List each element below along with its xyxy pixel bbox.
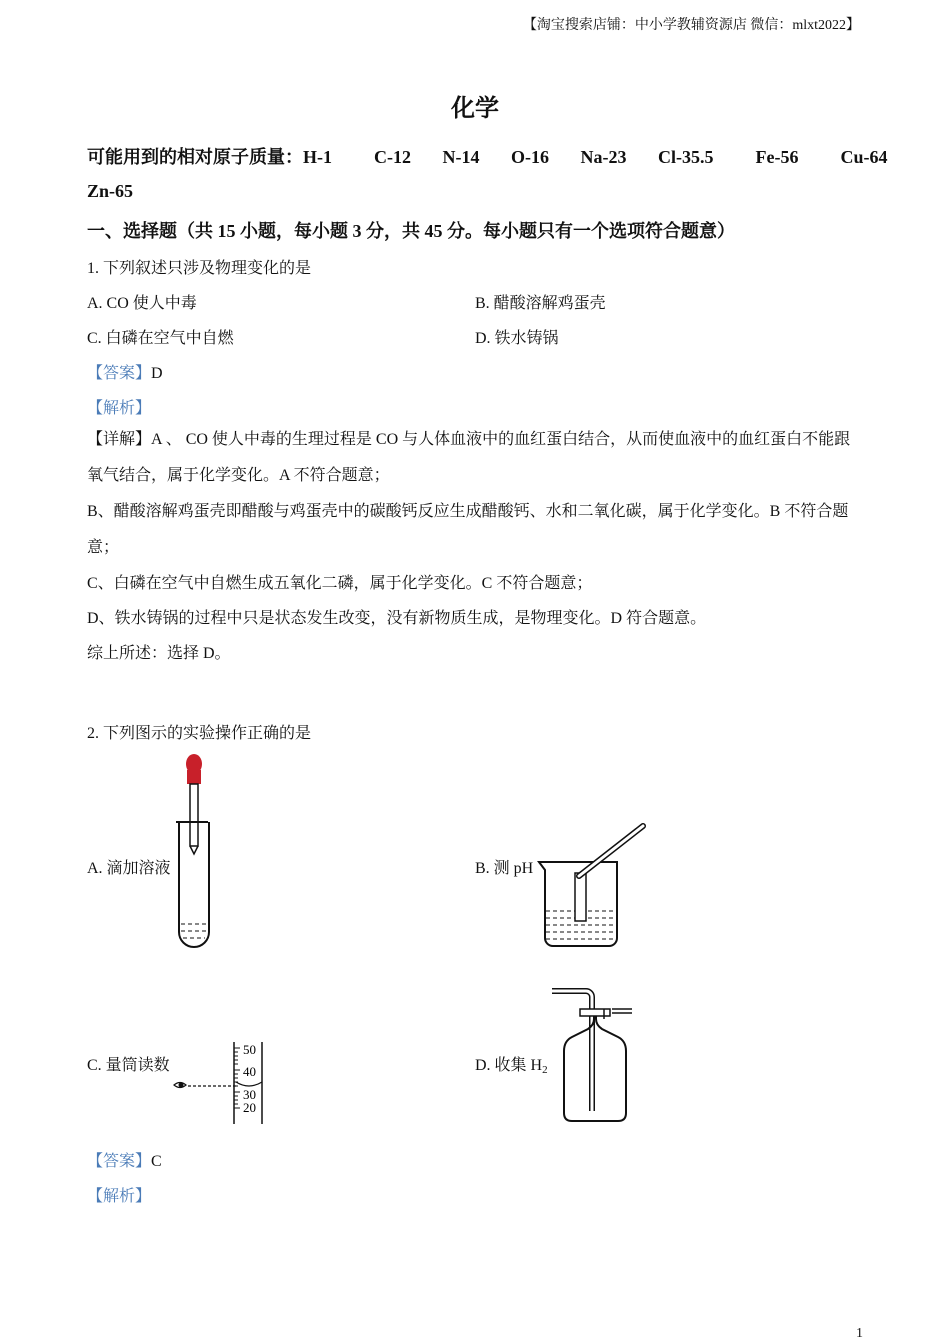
dropper-neck: [187, 770, 201, 784]
mark-30: 30: [243, 1087, 256, 1102]
dropper-test-tube-figure: [170, 750, 220, 950]
q2-option-b: B. 测 pH: [475, 860, 534, 877]
q1-answer: [87, 360, 163, 383]
q1-detail-d: D、铁水铸锅的过程中只是状态发生改变，没有新物质生成，是物理变化。D 符合题意。: [87, 610, 707, 627]
q2-option-a: A. 滴加溶液: [87, 860, 171, 877]
page-number: 1: [856, 1326, 863, 1341]
q2-answer: [87, 1148, 162, 1171]
atomic-mass-items: H-1 C-12 N-14 O-16 Na-23 Cl-35.5 Fe-56 Cu-64: [303, 147, 888, 167]
q1-stem: 1. 下列叙述只涉及物理变化的是: [87, 260, 312, 277]
dropper-tube: [190, 784, 198, 846]
eye-pupil: [179, 1083, 184, 1088]
q1-option-b: B. 醋酸溶解鸡蛋壳: [475, 295, 606, 312]
q1-analysis-label: 【解析】: [87, 400, 152, 417]
mark-50: 50: [243, 1042, 256, 1057]
q2-analysis-label: 【解析】: [87, 1188, 152, 1205]
section-heading: 一、选择题（共 15 小题，每小题 3 分，共 45 分。每小题只有一个选项符合题意）: [87, 221, 735, 241]
q1-option-d: D. 铁水铸锅: [475, 330, 559, 347]
answer-label: 【答案】: [87, 365, 152, 382]
q2-option-d-text: D. 收集 H: [475, 1057, 543, 1074]
q2-option-d: [475, 1052, 548, 1076]
test-tube-liquid: [181, 924, 207, 938]
q2-option-c: C. 量筒读数: [87, 1057, 170, 1074]
q1-detail-c: C、白磷在空气中自燃生成五氧化二磷，属于化学变化。C 不符合题意；: [87, 575, 593, 592]
mark-20: 20: [243, 1100, 256, 1115]
q1-summary: 综上所述：选择 D。: [87, 645, 231, 662]
q1-detail-a: [87, 422, 863, 494]
q1-detail-b: B、醋酸溶解鸡蛋壳即醋酸与鸡蛋壳中的碳酸钙反应生成醋酸钙、水和二氧化碳，属于化学变化。B 不符合题意；: [87, 503, 849, 556]
answer-label: 【答案】: [87, 1153, 152, 1170]
atomic-mass-line: [87, 143, 887, 169]
ph-paper: [575, 873, 586, 921]
dropper-tip: [190, 846, 198, 854]
ph-test-beaker-figure: [535, 818, 650, 950]
answer-value: D: [151, 365, 163, 382]
q1-option-a: A. CO 使人中毒: [87, 295, 197, 312]
gas-collection-bottle-figure: [548, 985, 638, 1127]
meniscus: [236, 1082, 262, 1086]
q2-stem: 2. 下列图示的实验操作正确的是: [87, 725, 312, 742]
answer-value: C: [151, 1153, 162, 1170]
atomic-mass-label: 可能用到的相对原子质量：: [87, 147, 303, 167]
cylinder-ticks: [234, 1048, 240, 1108]
detail-a-text: A 、 CO 使人中毒的生理过程是 CO 与人体血液中的血红蛋白结合，从而使血液中的血红蛋白不能跟氧气结合，属于化学变化。A 不符合题意；: [87, 431, 851, 484]
q2-option-d-subscript: 2: [542, 1064, 548, 1076]
page-title: 化学: [451, 96, 499, 122]
atomic-mass-line-2: Zn-65: [87, 181, 134, 201]
graduated-cylinder-figure: [170, 1040, 270, 1128]
bottle-stopper: [580, 1009, 610, 1016]
mark-40: 40: [243, 1064, 256, 1079]
detail-label: 【详解】: [87, 431, 152, 448]
shop-header: 【淘宝搜索店铺：中小学教辅资源店 微信：mlxt2022】: [522, 18, 860, 33]
q1-option-c: C. 白磷在空气中自燃: [87, 330, 234, 347]
